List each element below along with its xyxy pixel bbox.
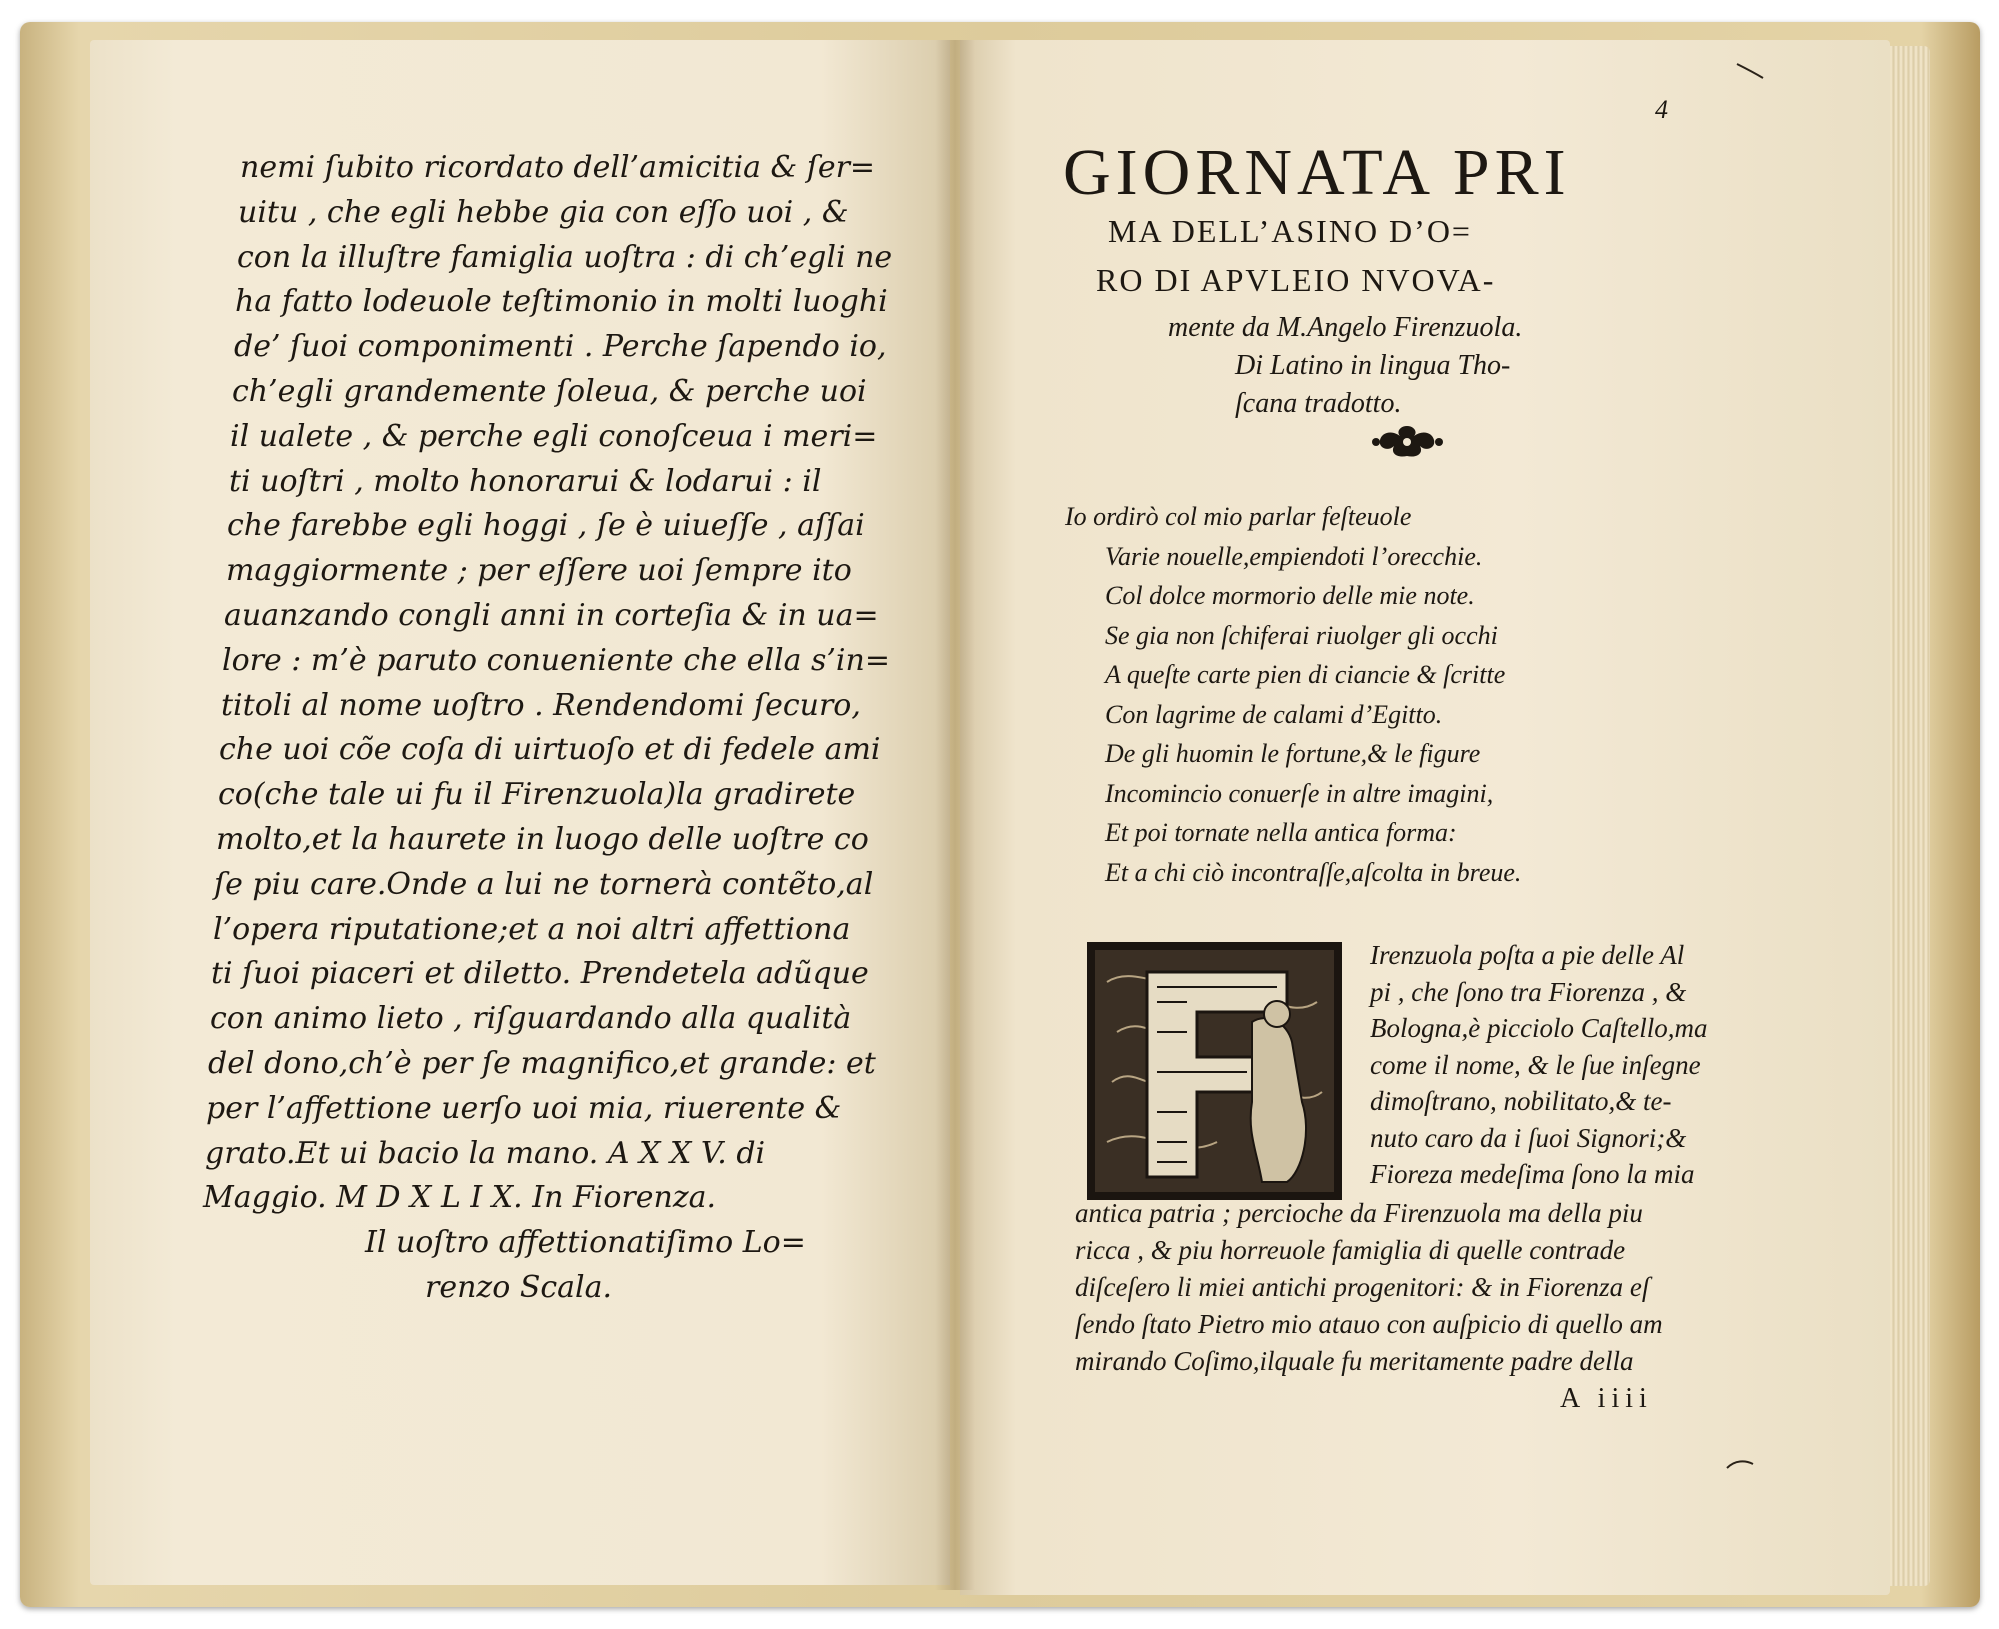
left-page-line: ch’egli grandemente ſoleua, & perche uoi [232, 374, 867, 409]
verse-line: Incomincio conuerſe in altre imagini, [1105, 778, 1494, 808]
signature-mark: A iiii [1560, 1383, 1653, 1414]
chapter-title-line3: RO DI APVLEIO NVOVA- [1096, 262, 1496, 298]
book-gutter [935, 40, 975, 1590]
left-page-line: con animo lieto , riſguardando alla qualità [210, 1001, 852, 1037]
left-page-line: ſe piu care.Onde a lui ne tornerà contẽto,al [214, 866, 874, 902]
left-page-line: del dono,ch’è per ſe magnifico,et grande: et [208, 1046, 876, 1081]
body-line: dimoſtrano, nobilitato,& te- [1370, 1086, 1672, 1116]
verse-line: De gli huomin le fortune,& le figure [1105, 739, 1481, 768]
subtitle-line2: Di Latino in lingua Tho- [1235, 350, 1511, 381]
body-line: Fioreza medeſima ſono la mia [1370, 1159, 1695, 1189]
pen-mark-icon [1725, 1458, 1755, 1472]
subtitle-line1: mente da M.Angelo Firenzuola. [1168, 312, 1523, 343]
left-page-line: uitu , che egli hebbe gia con eſſo uoi , & [238, 194, 849, 230]
body-line: ſendo ſtato Pietro mio atauo con auſpicio di quello am [1075, 1309, 1663, 1339]
page-number: 4 [1655, 95, 1668, 124]
body-line: diſceſero li miei antichi progenitori: & in Fiorenza eſ [1075, 1272, 1650, 1302]
left-page-line: Maggio. M D X L I X. In Fiorenza. [203, 1180, 717, 1216]
left-page-line: co(che tale ui fu il Firenzuola)la gradirete [218, 777, 856, 813]
left-page-line: ti ſuoi piaceri et diletto. Prendetela adũque [211, 956, 869, 992]
left-page-line: titoli al nome uoſtro . Rendendomi ſecuro, [221, 687, 861, 723]
left-page-line: ti uoſtri , molto honorarui & lodarui : il [229, 463, 822, 499]
left-page-line: auanzando congli anni in corteſia & in ua= [224, 598, 879, 633]
body-line: come il nome, & le ſue inſegne [1370, 1049, 1701, 1080]
verse-line: Col dolce mormorio delle mie note. [1105, 581, 1475, 610]
verse-line: Con lagrime de calami d’Egitto. [1105, 699, 1443, 729]
chapter-title-line1: GIORNATA PRI [1063, 136, 1571, 209]
left-page-line: il ualete , & perche egli conoſceua i meri= [230, 418, 878, 454]
body-line: nuto caro da i ſuoi Signori;& [1370, 1122, 1687, 1153]
left-page-line: nemi ſubito ricordato dell’amicitia & ſer= [240, 150, 876, 185]
left-page-line: de’ ſuoi componimenti . Perche ſapendo io, [234, 329, 887, 365]
left-page-line: Il uoſtro affettionatiſimo Lo= [365, 1225, 806, 1261]
left-page-line: grato.Et ui bacio la mano. A X X V. di [205, 1135, 766, 1171]
left-page-line: che uoi cõe coſa di uirtuoſo et di fedele ami [219, 732, 881, 768]
left-page-line: per l’affettione uerſo uoi mia, riuerente & [206, 1090, 842, 1126]
left-page-line: l’opera riputatione;et a noi altri affettiona [213, 911, 851, 947]
verse-line: Et poi tornate nella antica forma: [1105, 818, 1457, 847]
body-line: Bologna,è picciolo Caſtello,ma [1370, 1013, 1708, 1043]
body-line: mirando Coſimo,ilquale fu meritamente padre della [1075, 1346, 1634, 1376]
chapter-title-line2: MA DELL’ASINO D’O= [1108, 213, 1472, 249]
subtitle-line3: ſcana tradotto. [1235, 388, 1402, 419]
left-page-line: con la illuſtre famiglia uoſtra : di ch’egli ne [237, 239, 893, 275]
fleuron-ornament-icon [1370, 420, 1445, 462]
verse-line: A queſte carte pien di ciancie & ſcritte [1105, 660, 1506, 689]
body-line: pi , che ſono tra Fiorenza , & [1370, 976, 1687, 1007]
page-fore-edge [1890, 46, 1930, 1586]
verse-line: Se gia non ſchiferai riuolger gli occhi [1105, 620, 1498, 650]
body-line: Irenzuola poſta a pie delle Al [1370, 940, 1685, 970]
left-page-line: maggiormente ; per eſſere uoi ſempre ito [226, 553, 852, 589]
verse-line: Et a chi ciò incontraſſe,aſcolta in breue. [1105, 857, 1522, 887]
woodcut-initial-f-icon [1087, 942, 1342, 1200]
verse-line: Io ordirò col mio parlar feſteuole [1065, 502, 1412, 531]
body-line: antica patria ; percioche da Firenzuola ma della piu [1075, 1198, 1643, 1228]
left-page-line: lore : m’è paruto conueniente che ella s’in= [222, 642, 890, 678]
body-line: ricca , & piu horreuole famiglia di quelle contrade [1075, 1235, 1626, 1265]
left-page-line: ha fatto lodeuole teſtimonio in molti luoghi [235, 284, 888, 320]
verse-line: Varie nouelle,empiendoti l’orecchie. [1105, 541, 1483, 571]
left-page-line: molto,et la haurete in luogo delle uoſtre co [216, 822, 869, 857]
left-page-line: renzo Scala. [425, 1270, 613, 1305]
left-page-line: che farebbe egli hoggi , ſe è uiueſſe , aſſai [227, 508, 865, 544]
pen-mark-top-icon [1735, 60, 1765, 80]
